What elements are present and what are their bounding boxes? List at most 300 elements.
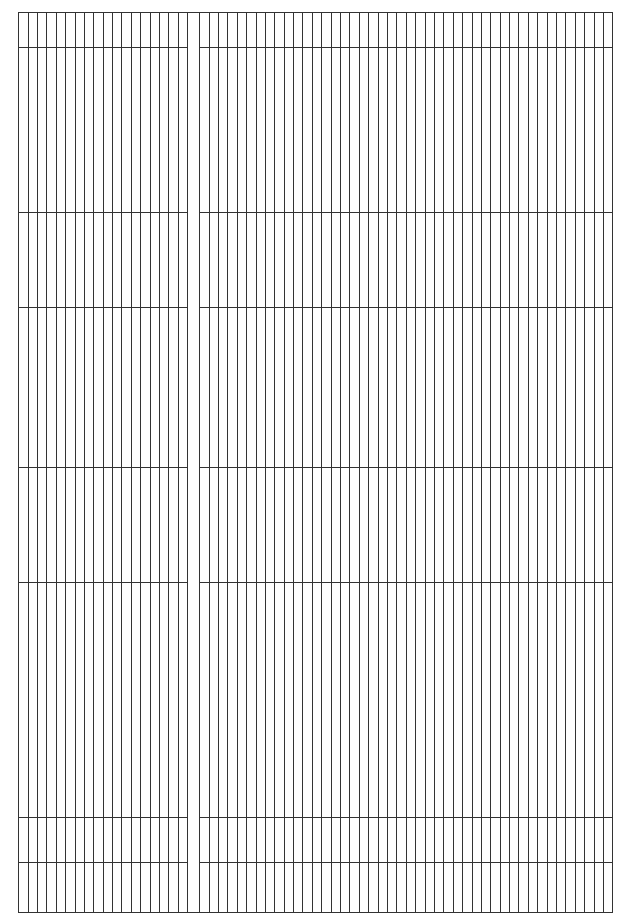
table-cell xyxy=(491,863,500,913)
records-table xyxy=(18,12,613,913)
table-cell xyxy=(178,863,187,913)
table-cell xyxy=(547,308,556,468)
table-cell xyxy=(169,583,178,818)
table-cell xyxy=(519,308,528,468)
table-cell xyxy=(103,468,112,583)
table-cell xyxy=(594,818,603,863)
table-cell xyxy=(47,468,56,583)
table-cell xyxy=(585,583,594,818)
table-cell xyxy=(519,818,528,863)
table-cell xyxy=(94,308,103,468)
table-cell xyxy=(37,13,46,48)
table-cell xyxy=(416,13,425,48)
table-cell xyxy=(150,818,159,863)
table-cell xyxy=(575,13,584,48)
table-cell xyxy=(113,13,122,48)
table-cell xyxy=(19,468,28,583)
table-cell xyxy=(284,468,293,583)
table-cell xyxy=(510,863,519,913)
table-cell xyxy=(178,308,187,468)
table-cell xyxy=(169,468,178,583)
table-cell xyxy=(56,213,65,308)
table-cell xyxy=(566,48,575,213)
table-cell xyxy=(218,863,227,913)
table-cell xyxy=(453,308,462,468)
table-row xyxy=(37,13,46,913)
table-cell xyxy=(66,13,75,48)
table-cell xyxy=(312,818,321,863)
table-row xyxy=(237,13,246,913)
table-cell xyxy=(463,48,472,213)
table-row xyxy=(453,13,462,913)
table-cell xyxy=(160,308,169,468)
table-cell xyxy=(547,48,556,213)
table-cell xyxy=(103,583,112,818)
table-cell xyxy=(453,818,462,863)
table-cell xyxy=(94,213,103,308)
table-cell xyxy=(557,48,566,213)
table-cell xyxy=(19,48,28,213)
table-cell xyxy=(303,213,312,308)
table-row xyxy=(113,13,122,913)
table-cell xyxy=(575,48,584,213)
table-row xyxy=(178,13,187,913)
table-cell xyxy=(585,468,594,583)
table-row xyxy=(481,13,490,913)
column-number-row xyxy=(604,13,613,913)
table-cell xyxy=(131,468,140,583)
table-cell xyxy=(341,213,350,308)
table-cell xyxy=(37,308,46,468)
table-cell xyxy=(322,13,331,48)
table-cell xyxy=(500,48,509,213)
table-row xyxy=(425,13,434,913)
table-cell xyxy=(566,468,575,583)
table-cell xyxy=(150,213,159,308)
table-cell xyxy=(47,583,56,818)
table-cell xyxy=(56,468,65,583)
table-cell xyxy=(557,13,566,48)
table-cell xyxy=(94,13,103,48)
table-row xyxy=(75,13,84,913)
table-cell xyxy=(322,818,331,863)
table-cell xyxy=(256,213,265,308)
table-cell xyxy=(557,213,566,308)
table-cell xyxy=(47,213,56,308)
table-cell xyxy=(472,583,481,818)
table-cell xyxy=(103,308,112,468)
table-cell xyxy=(75,863,84,913)
table-cell xyxy=(491,583,500,818)
table-cell xyxy=(303,468,312,583)
table-cell xyxy=(406,468,415,583)
table-cell xyxy=(275,583,284,818)
table-cell xyxy=(265,468,274,583)
table-cell xyxy=(528,308,537,468)
table-cell xyxy=(94,48,103,213)
table-cell xyxy=(472,48,481,213)
table-cell xyxy=(444,308,453,468)
table-cell xyxy=(594,308,603,468)
column-number xyxy=(604,213,613,308)
table-cell xyxy=(247,863,256,913)
table-cell xyxy=(312,213,321,308)
table-row xyxy=(218,13,227,913)
table-cell xyxy=(169,308,178,468)
table-cell xyxy=(284,583,293,818)
table-cell xyxy=(341,13,350,48)
table-cell xyxy=(566,308,575,468)
table-cell xyxy=(103,863,112,913)
table-row xyxy=(303,13,312,913)
table-cell xyxy=(463,583,472,818)
table-cell xyxy=(19,863,28,913)
table-cell xyxy=(141,818,150,863)
table-cell xyxy=(19,213,28,308)
table-cell xyxy=(122,13,131,48)
table-cell xyxy=(47,818,56,863)
table-section-divider xyxy=(188,13,200,913)
table-body-group-b xyxy=(19,13,188,913)
table-cell xyxy=(491,468,500,583)
table-cell xyxy=(303,583,312,818)
table-cell xyxy=(369,863,378,913)
table-cell xyxy=(528,818,537,863)
table-row xyxy=(247,13,256,913)
table-cell xyxy=(500,213,509,308)
table-cell xyxy=(37,583,46,818)
table-cell xyxy=(265,308,274,468)
table-cell xyxy=(294,13,303,48)
table-cell xyxy=(265,818,274,863)
table-cell xyxy=(131,863,140,913)
table-cell xyxy=(519,48,528,213)
table-cell xyxy=(594,213,603,308)
table-cell xyxy=(275,213,284,308)
table-cell xyxy=(350,818,359,863)
table-cell xyxy=(275,818,284,863)
table-cell xyxy=(350,583,359,818)
table-cell xyxy=(388,308,397,468)
table-cell xyxy=(322,213,331,308)
table-cell xyxy=(406,818,415,863)
table-cell xyxy=(585,48,594,213)
table-cell xyxy=(566,583,575,818)
table-cell xyxy=(434,818,443,863)
table-cell xyxy=(66,468,75,583)
table-cell xyxy=(84,13,93,48)
table-cell xyxy=(378,13,387,48)
table-cell xyxy=(200,308,209,468)
table-cell xyxy=(150,308,159,468)
table-cell xyxy=(453,583,462,818)
table-cell xyxy=(103,13,112,48)
table-cell xyxy=(547,583,556,818)
table-cell xyxy=(160,818,169,863)
table-cell xyxy=(169,48,178,213)
table-cell xyxy=(122,818,131,863)
table-cell xyxy=(237,308,246,468)
section-title xyxy=(188,13,200,913)
table-row xyxy=(444,13,453,913)
table-cell xyxy=(37,468,46,583)
table-cell xyxy=(341,48,350,213)
table-cell xyxy=(47,48,56,213)
table-row xyxy=(491,13,500,913)
table-cell xyxy=(303,818,312,863)
table-cell xyxy=(397,583,406,818)
table-cell xyxy=(131,213,140,308)
table-cell xyxy=(388,48,397,213)
table-cell xyxy=(284,308,293,468)
table-cell xyxy=(66,818,75,863)
table-cell xyxy=(150,863,159,913)
table-row xyxy=(500,13,509,913)
table-cell xyxy=(209,583,218,818)
table-cell xyxy=(528,468,537,583)
table-cell xyxy=(434,308,443,468)
table-cell xyxy=(122,468,131,583)
table-row xyxy=(284,13,293,913)
table-cell xyxy=(294,308,303,468)
table-cell xyxy=(66,213,75,308)
table-cell xyxy=(178,818,187,863)
table-cell xyxy=(463,213,472,308)
table-cell xyxy=(200,48,209,213)
table-cell xyxy=(322,468,331,583)
table-cell xyxy=(228,213,237,308)
table-cell xyxy=(538,863,547,913)
table-cell xyxy=(510,48,519,213)
table-cell xyxy=(84,863,93,913)
table-row xyxy=(141,13,150,913)
table-cell xyxy=(566,863,575,913)
table-cell xyxy=(350,13,359,48)
table-cell xyxy=(265,48,274,213)
table-cell xyxy=(528,13,537,48)
table-row xyxy=(103,13,112,913)
table-row xyxy=(575,13,584,913)
table-cell xyxy=(218,583,227,818)
table-cell xyxy=(131,48,140,213)
table-cell xyxy=(481,583,490,818)
column-number xyxy=(604,468,613,583)
table-cell xyxy=(294,818,303,863)
table-cell xyxy=(169,13,178,48)
table-row xyxy=(122,13,131,913)
table-cell xyxy=(303,13,312,48)
table-cell xyxy=(209,48,218,213)
table-cell xyxy=(350,48,359,213)
table-cell xyxy=(331,818,340,863)
table-cell xyxy=(453,213,462,308)
column-number xyxy=(604,863,613,913)
table-cell xyxy=(322,863,331,913)
table-cell xyxy=(169,213,178,308)
table-cell xyxy=(547,13,556,48)
table-cell xyxy=(341,583,350,818)
table-cell xyxy=(209,863,218,913)
table-cell xyxy=(378,468,387,583)
table-cell xyxy=(178,213,187,308)
table-cell xyxy=(472,308,481,468)
table-cell xyxy=(228,818,237,863)
table-cell xyxy=(378,308,387,468)
table-cell xyxy=(141,468,150,583)
table-cell xyxy=(218,13,227,48)
table-cell xyxy=(200,468,209,583)
table-cell xyxy=(388,863,397,913)
table-cell xyxy=(585,863,594,913)
table-cell xyxy=(510,583,519,818)
table-cell xyxy=(113,468,122,583)
table-cell xyxy=(284,48,293,213)
table-cell xyxy=(406,213,415,308)
table-cell xyxy=(434,213,443,308)
table-cell xyxy=(237,468,246,583)
table-cell xyxy=(294,583,303,818)
table-cell xyxy=(425,468,434,583)
table-row xyxy=(94,13,103,913)
table-cell xyxy=(160,213,169,308)
table-cell xyxy=(350,213,359,308)
table-cell xyxy=(284,213,293,308)
table-cell xyxy=(103,213,112,308)
table-cell xyxy=(178,468,187,583)
table-cell xyxy=(491,818,500,863)
table-cell xyxy=(444,213,453,308)
table-cell xyxy=(491,213,500,308)
table-row xyxy=(519,13,528,913)
table-cell xyxy=(28,583,37,818)
table-row xyxy=(19,13,28,913)
table-cell xyxy=(94,818,103,863)
table-cell xyxy=(228,308,237,468)
table-cell xyxy=(256,818,265,863)
table-row xyxy=(378,13,387,913)
table-cell xyxy=(265,213,274,308)
table-cell xyxy=(585,213,594,308)
table-cell xyxy=(66,583,75,818)
table-cell xyxy=(247,308,256,468)
table-row xyxy=(406,13,415,913)
table-cell xyxy=(84,818,93,863)
table-cell xyxy=(94,468,103,583)
table-cell xyxy=(160,583,169,818)
table-cell xyxy=(594,13,603,48)
table-row xyxy=(209,13,218,913)
table-cell xyxy=(200,13,209,48)
table-row xyxy=(256,13,265,913)
table-cell xyxy=(472,863,481,913)
table-cell xyxy=(228,48,237,213)
table-cell xyxy=(500,468,509,583)
table-cell xyxy=(237,583,246,818)
table-cell xyxy=(84,583,93,818)
table-cell xyxy=(37,213,46,308)
table-cell xyxy=(359,308,368,468)
table-cell xyxy=(538,468,547,583)
table-cell xyxy=(538,13,547,48)
table-cell xyxy=(247,583,256,818)
table-cell xyxy=(350,863,359,913)
table-cell xyxy=(275,13,284,48)
table-cell xyxy=(369,13,378,48)
table-cell xyxy=(275,48,284,213)
table-cell xyxy=(275,863,284,913)
table-cell xyxy=(397,13,406,48)
table-cell xyxy=(160,48,169,213)
table-cell xyxy=(312,13,321,48)
table-cell xyxy=(416,863,425,913)
table-cell xyxy=(585,818,594,863)
table-cell xyxy=(265,583,274,818)
table-cell xyxy=(519,468,528,583)
table-cell xyxy=(378,213,387,308)
table-cell xyxy=(453,468,462,583)
table-cell xyxy=(209,13,218,48)
table-cell xyxy=(547,468,556,583)
table-cell xyxy=(425,308,434,468)
table-cell xyxy=(500,863,509,913)
table-row xyxy=(341,13,350,913)
table-cell xyxy=(84,308,93,468)
table-cell xyxy=(575,818,584,863)
table-cell xyxy=(519,213,528,308)
column-number xyxy=(604,818,613,863)
table-row xyxy=(228,13,237,913)
table-cell xyxy=(75,48,84,213)
table-cell xyxy=(303,308,312,468)
table-cell xyxy=(256,13,265,48)
table-cell xyxy=(218,468,227,583)
table-cell xyxy=(575,583,584,818)
table-cell xyxy=(56,48,65,213)
section-row xyxy=(188,13,200,913)
table-cell xyxy=(331,863,340,913)
table-row xyxy=(28,13,37,913)
table-cell xyxy=(388,818,397,863)
table-cell xyxy=(416,818,425,863)
table-cell xyxy=(56,583,65,818)
table-row xyxy=(594,13,603,913)
table-cell xyxy=(66,308,75,468)
table-cell xyxy=(331,308,340,468)
table-cell xyxy=(141,13,150,48)
table-cell xyxy=(141,863,150,913)
table-cell xyxy=(341,863,350,913)
table-cell xyxy=(228,583,237,818)
table-cell xyxy=(275,308,284,468)
table-cell xyxy=(209,818,218,863)
table-cell xyxy=(472,818,481,863)
table-cell xyxy=(284,818,293,863)
table-cell xyxy=(359,863,368,913)
table-cell xyxy=(359,48,368,213)
table-cell xyxy=(122,583,131,818)
table-cell xyxy=(294,213,303,308)
table-cell xyxy=(94,583,103,818)
table-cell xyxy=(218,818,227,863)
table-cell xyxy=(538,818,547,863)
table-cell xyxy=(472,13,481,48)
table-cell xyxy=(75,213,84,308)
table-cell xyxy=(350,468,359,583)
table-cell xyxy=(557,818,566,863)
table-cell xyxy=(406,863,415,913)
rotated-table-wrapper xyxy=(28,12,613,892)
table-cell xyxy=(434,863,443,913)
